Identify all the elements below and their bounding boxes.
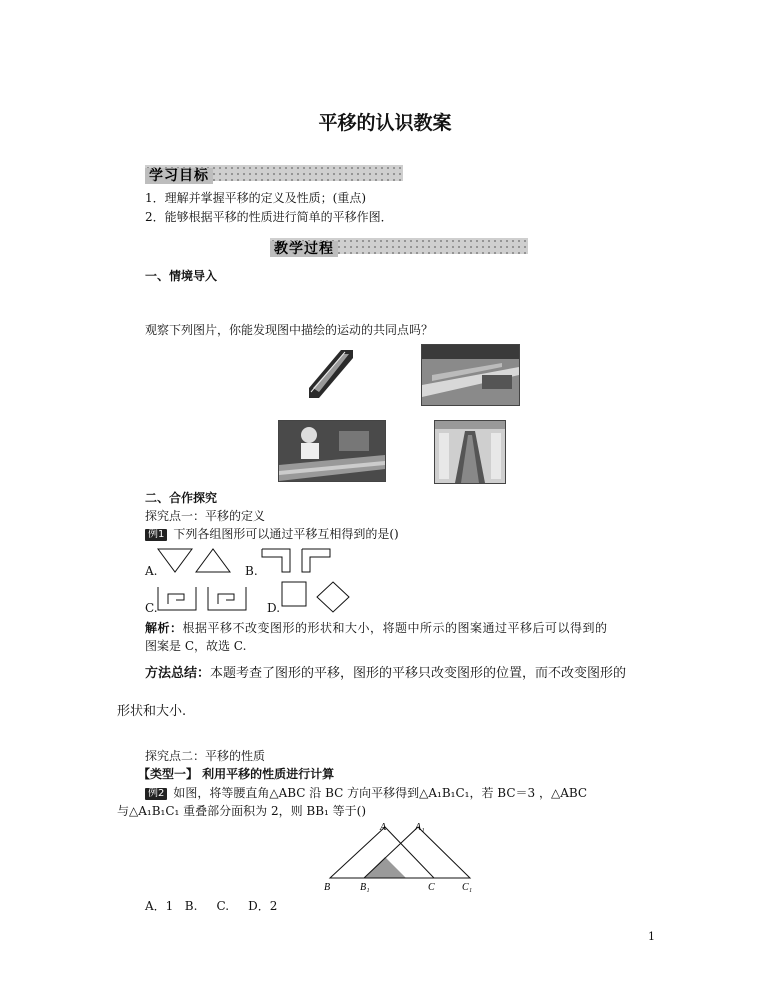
label-A: A (380, 822, 387, 833)
type1-heading: 【类型一】 利用平移的性质进行计算 (138, 767, 335, 781)
example2-badge: 例2 (145, 788, 167, 800)
goal-item: 2．能够根据平移的性质进行简单的平移作图． (145, 210, 393, 224)
part1-heading: 一、情境导入 (145, 269, 218, 283)
summary-line2: 形状和大小. (117, 704, 187, 719)
page-title: 平移的认识教案 (318, 112, 452, 134)
escalator-photo (305, 344, 357, 402)
summary-label: 方法总结： (145, 666, 211, 681)
analysis-line2: 图案是 C，故选 C. (145, 639, 247, 653)
analysis-line1 (145, 620, 608, 636)
part1-question: 观察下列图片，你能发现图中描绘的运动的共同点吗？ (145, 323, 434, 337)
label-C1: C₁ (462, 882, 473, 893)
goal-item: 1．理解并掌握平移的定义及性质；(重点) (145, 191, 366, 205)
sushi-conveyor-photo (278, 420, 386, 482)
conveyor-factory-photo (421, 344, 520, 406)
summary-text: 本题考查了图形的平移，图形的平移只改变图形的位置，而不改变图形的 (210, 666, 627, 681)
option-d-label: D. (267, 601, 281, 615)
option-b-figure (258, 546, 358, 576)
example2-line1 (145, 785, 587, 801)
analysis-text: 根据平移不改变图形的形状和大小，将题中所示的图案通过平移后可以得到的 (182, 621, 608, 635)
option-a-label: A. (145, 564, 158, 578)
label-C: C (428, 882, 435, 893)
example1-text: 下列各组图形可以通过平移互相得到的是() (173, 527, 399, 541)
example2-choices: A．1 B. C. D．2 (145, 899, 278, 913)
example1-question (145, 526, 399, 542)
escalator-hall-photo (434, 420, 506, 484)
example2-text: 如图，将等腰直角△ABC 沿 BC 方向平移得到△A₁B₁C₁，若 BC＝3 ，△ABC (173, 786, 588, 800)
page-number: 1 (648, 930, 655, 943)
example1-badge: 例1 (145, 529, 167, 541)
part2-heading: 二、合作探究 (145, 491, 218, 505)
summary-line1 (145, 665, 626, 683)
process-banner (270, 238, 528, 257)
process-banner-label: 教学过程 (270, 241, 338, 257)
option-a-figure (156, 546, 246, 576)
point1-heading: 探究点一：平移的定义 (145, 509, 266, 523)
option-c-figure (156, 584, 256, 614)
goals-banner (145, 165, 403, 184)
label-B: B (324, 882, 331, 893)
option-b-label: B. (245, 564, 258, 578)
option-d-figure (280, 580, 355, 614)
analysis-label: 解析： (145, 621, 183, 635)
goals-banner-label: 学习目标 (145, 168, 213, 184)
translation-triangle-figure (320, 820, 480, 895)
label-B1: B₁ (360, 882, 370, 893)
example2-line2: 与△A₁B₁C₁ 重叠部分面积为 2，则 BB₁ 等于() (117, 804, 367, 818)
option-c-label: C. (145, 601, 158, 615)
label-A1: A₁ (415, 822, 425, 833)
point2-heading: 探究点二：平移的性质 (145, 749, 266, 763)
